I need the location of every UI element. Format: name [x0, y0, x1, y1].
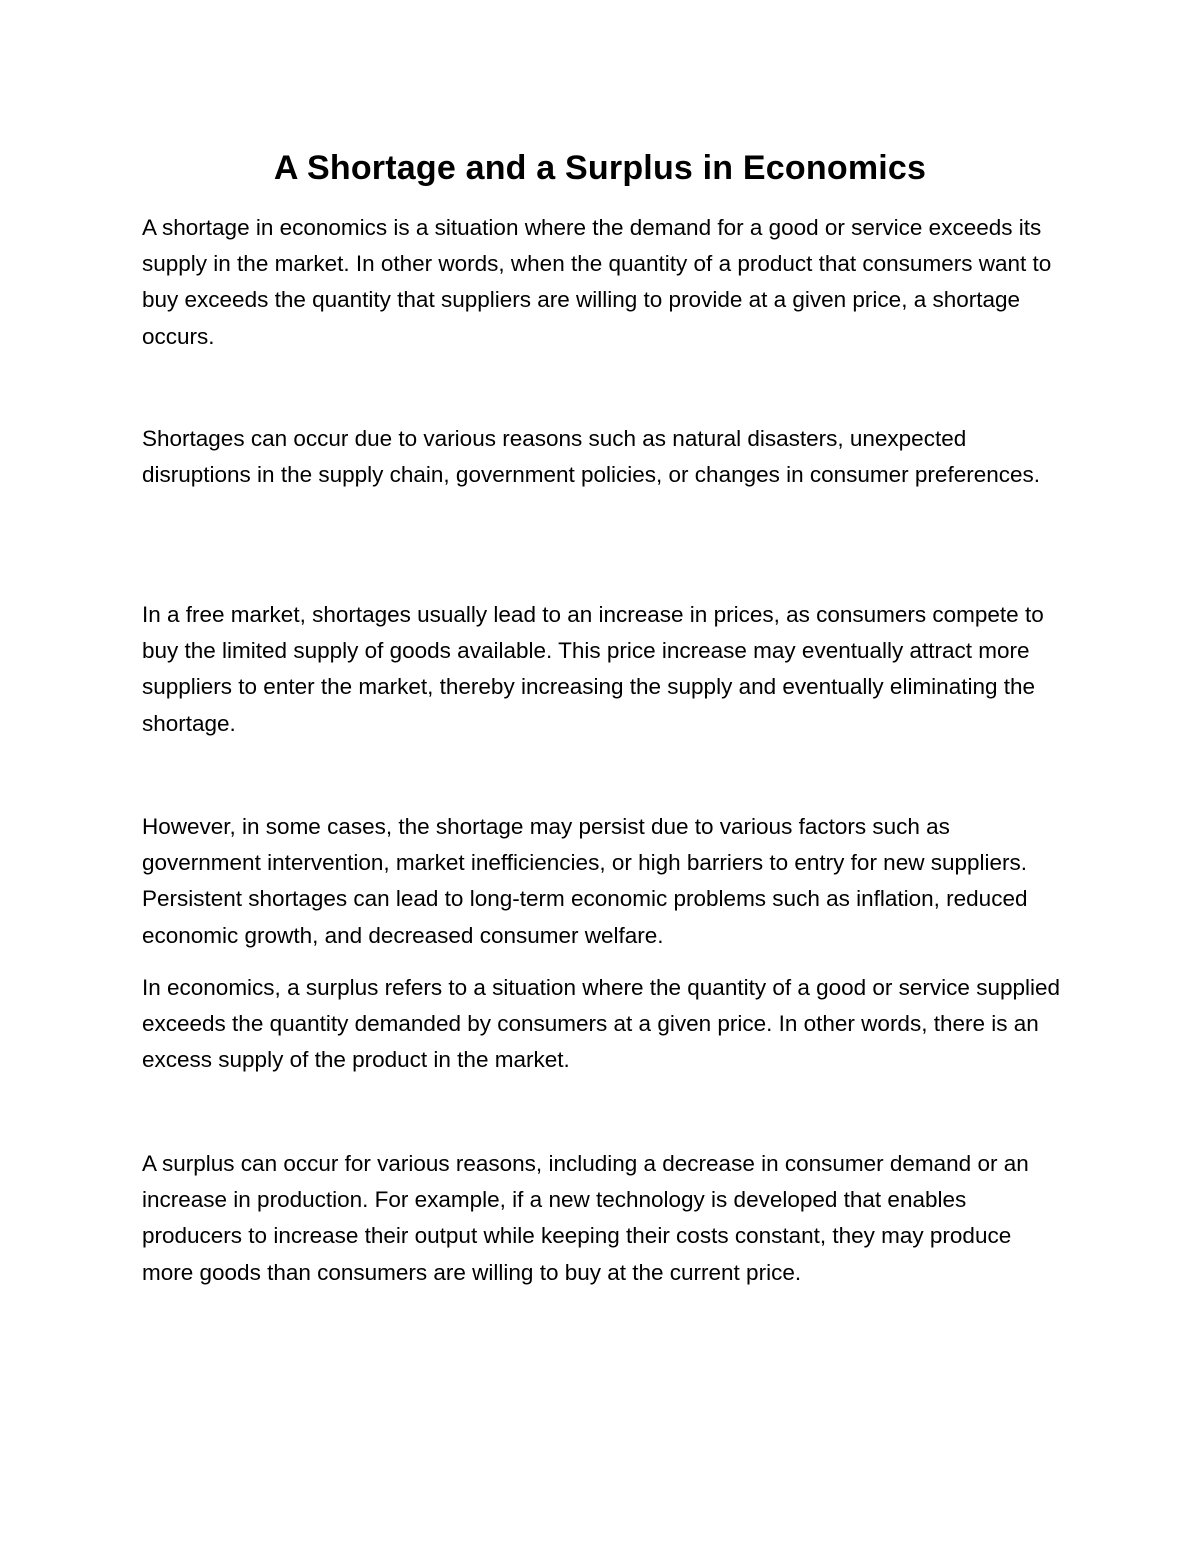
paragraph-free-market: In a free market, shortages usually lead to an increase in prices, as consumers compete to buy the limited supply of goods available. This price increase may eventually attract more suppliers to enter the market, thereby increasing the supply and eventually eliminating the shortage. [142, 602, 1044, 736]
paragraph-surplus-definition: In economics, a surplus refers to a situation where the quantity of a good or service supplied exceeds the quantity demanded by consumers at a given price. In other words, there is an excess supply of the product in the market. [142, 975, 1061, 1073]
paragraph-shortage-definition: A shortage in economics is a situation where the demand for a good or service exceeds its supply in the market. In other words, when the quantity of a product that consumers want to buy exceeds the quantity that suppliers are willing to provide at a given price, a shortage occurs. [142, 215, 1052, 349]
paragraph-shortage-causes: Shortages can occur due to various reasons such as natural disasters, unexpected disruptions in the supply chain, government policies, or changes in consumer preferences. [142, 426, 1040, 488]
paragraph-surplus-causes: A surplus can occur for various reasons, including a decrease in consumer demand or an increase in production. For example, if a new technology is developed that enables producers to increase their output while keeping their costs constant, they may produce more goods than consumers are willing to buy at the current price. [142, 1151, 1029, 1285]
paragraph-persistent-shortages: However, in some cases, the shortage may persist due to various factors such as government intervention, market inefficiencies, or high barriers to entry for new suppliers. Persistent shortages can lead to long-term economic problems such as inflation, reduced economic growth, and decreased consumer welfare. [142, 814, 1028, 948]
document-title: A Shortage and a Surplus in Economics [273, 149, 927, 187]
